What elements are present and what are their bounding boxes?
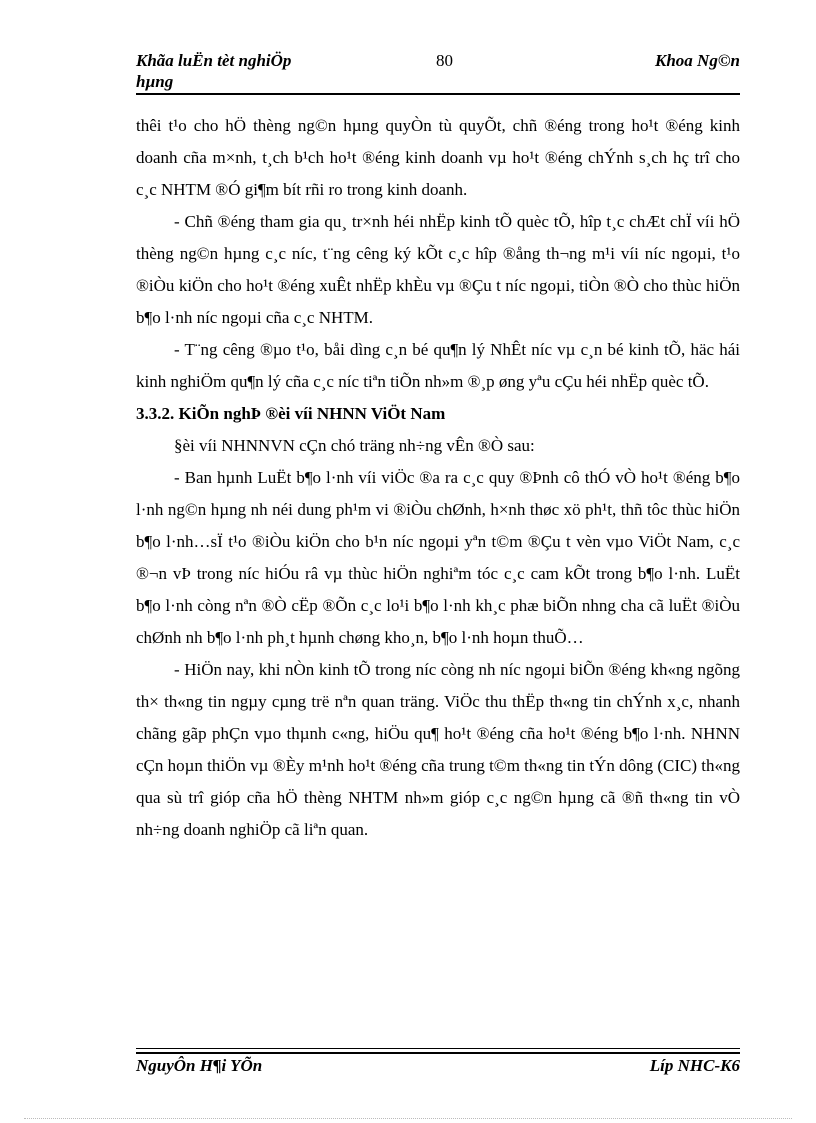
- page-number: 80: [436, 51, 453, 70]
- paragraph: - T¨ng cêng ®µo t¹o, båi dìng c¸n bé qu¶n lý NhÊt níc vµ c¸n bé kinh tÕ, häc hái kinh nghiÖm qu¶n lý cña c¸c níc tiªn tiÕn nh»m ®¸p øng yªu cÇu héi nhËp quèc tÕ.: [136, 340, 740, 391]
- paragraph: - HiÖn nay, khi nÒn kinh tÕ trong níc còng nh níc ngoµi biÕn ®éng kh«ng ngõng th× th«ng tin ngµy cµng trë nªn quan träng. ViÖc thu thËp th«ng tin chÝnh x¸c, nhanh chãng gãp phÇn vµo thµnh c«ng, hiÖu qu¶ ho¹t ®éng cña ho¹t ®éng b¶o l·nh. NHNN cÇn hoµn thiÖn vµ ®Èy m¹nh ho¹t ®éng cña trung t©m th«ng tin tÝn dông (CIC) th«ng qua sù trî gióp cña hÖ thèng NHTM nh»m gióp c¸c ng©n hµng cã ®ñ th«ng tin vÒ nh÷ng doanh nghiÖp cã liªn quan.: [136, 660, 740, 839]
- page-edge: [24, 1118, 792, 1119]
- page-header: [136, 50, 740, 94]
- footer-rule-thick: [136, 1052, 740, 1054]
- footer-author: NguyÔn H¶i YÕn: [136, 1056, 263, 1075]
- section-heading: 3.3.2. KiÕn nghÞ ®èi víi NHNN ViÖt Nam: [136, 404, 446, 423]
- document-body: [136, 110, 740, 846]
- paragraph: §èi víi NHNNVN cÇn chó träng nh÷ng vÊn ®Ò sau:: [174, 436, 535, 455]
- paragraph: thêi t¹o cho hÖ thèng ng©n hµng quyÒn tù quyÕt, chñ ®éng trong ho¹t ®éng kinh doanh cña m×nh, t¸ch b¹ch ho¹t ®éng kinh doanh vµ ho¹t ®éng chÝnh s¸ch hç trî cho c¸c NHTM ®Ó gi¶m bít rñi ro trong kinh doanh.: [136, 116, 740, 199]
- header-right-title: Khoa Ng©n: [655, 51, 740, 70]
- paragraph: - Chñ ®éng tham gia qu¸ tr×nh héi nhËp kinh tÕ quèc tÕ, hîp t¸c chÆt chÏ víi hÖ thèng ng©n hµng c¸c níc, t¨ng cêng ký kÕt c¸c hîp ®ång th¬ng m¹i víi níc ngoµi, t¹o ®iÒu kiÖn cho ho¹t ®éng xuÊt nhËp khÈu vµ ®Çu t níc ngoµi, tiÒn ®Ò cho thùc hiÖn b¶o l·nh níc ngoµi cña c¸c NHTM.: [136, 212, 740, 327]
- page-footer: [136, 1055, 740, 1079]
- header-left-title: Khãa luËn tèt nghiÖp hµng: [136, 51, 292, 91]
- paragraph: - Ban hµnh LuËt b¶o l·nh víi viÖc ®a ra c¸c quy ®Þnh cô thÓ vÒ ho¹t ®éng b¶o l·nh ng©n hµng nh néi dung ph¹m vi ®iÒu chØnh, h×nh thøc xö ph¹t, thñ tôc thùc hiÖn b¶o l·nh…sÏ t¹o ®iÒu kiÖn cho b¹n níc ngoµi yªn t©m ®Çu t vèn vµo ViÖt Nam, c¸c ®¬n vÞ trong níc hiÓu râ vµ thùc hiÖn nghiªm tóc c¸c cam kÕt trong b¶o l·nh. LuËt b¶o l·nh còng nªn ®Ò cËp ®Õn c¸c lo¹i b¶o l·nh kh¸c phæ biÕn nhng cha cã luËt ®iÒu chØnh nh b¶o l·nh ph¸t hµnh chøng kho¸n, b¶o l·nh hoµn thuÕ…: [136, 468, 740, 647]
- footer-rule-thin: [136, 1048, 740, 1049]
- footer-class: Líp NHC-K6: [649, 1056, 740, 1075]
- header-rule: [136, 93, 740, 95]
